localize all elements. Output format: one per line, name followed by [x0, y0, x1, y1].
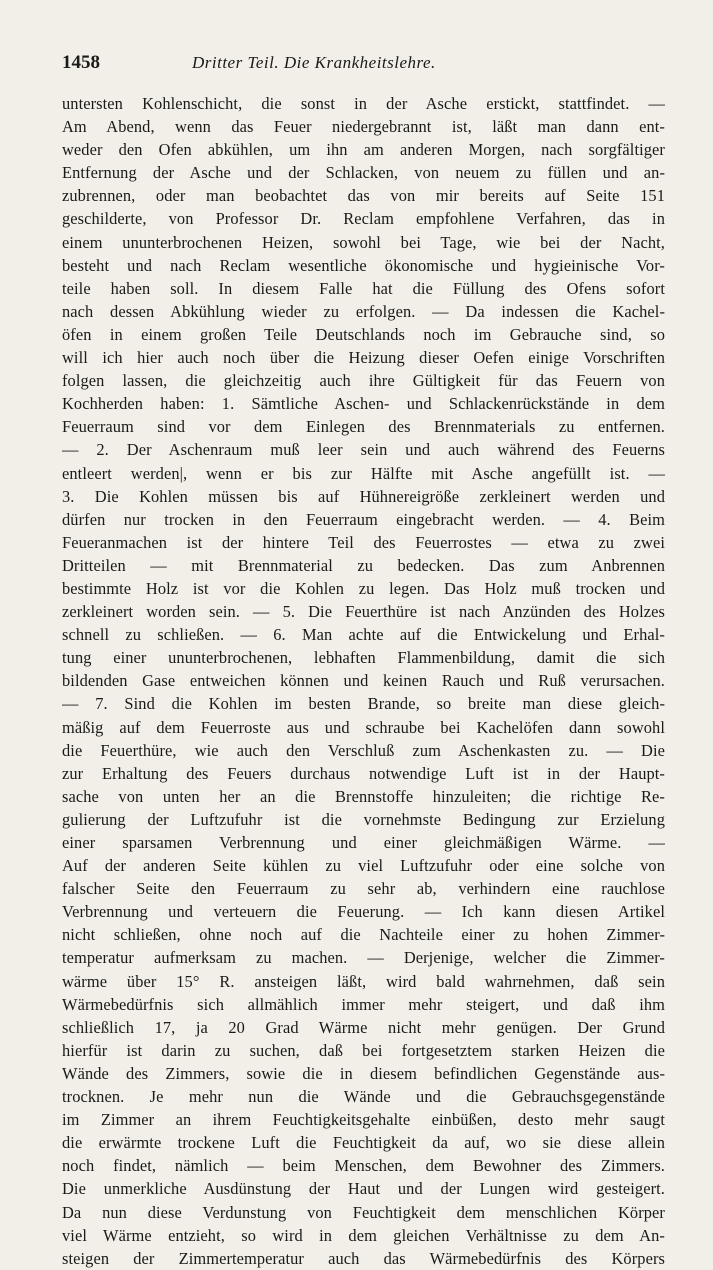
text-line: schließlich 17, ja 20 Grad Wärme nicht mehr genügen. Der Grund — [62, 1017, 665, 1037]
text-line: schnell zu schließen. — 6. Man achte auf die Entwickelung und Erhal- — [62, 625, 665, 645]
text-line: falscher Seite den Feuerraum zu sehr ab, verhindern eine rauchlose — [62, 879, 665, 899]
text-line: trocknen. Je mehr nun die Wände und die Gebrauchsgegenstände — [62, 1087, 665, 1107]
text-line: die Feuerthüre, wie auch den Verschluß zum Aschenkasten zu. — Die — [62, 740, 665, 760]
text-line: tung einer ununterbrochenen, lebhaften Flammenbildung, damit die sich — [62, 648, 665, 668]
text-line: gulierung der Luftzufuhr ist die vornehmste Bedingung zur Erzielung — [62, 809, 665, 829]
text-line: zerkleinert worden sein. — 5. Die Feuerthüre ist nach Anzünden des Holzes — [62, 602, 665, 622]
page-number: 1458 — [62, 52, 100, 73]
text-line: temperatur aufmerksam zu machen. — Derjenige, welcher die Zimmer- — [62, 948, 665, 968]
text-line: steigen der Zimmertemperatur auch das Wärmebedürfnis des Körpers — [62, 1248, 665, 1268]
text-line: entleert werden|, wenn er bis zur Hälfte mit Asche angefüllt ist. — — [62, 463, 665, 483]
text-line: Wände des Zimmers, sowie die in diesem befindlichen Gegenstände aus- — [62, 1063, 665, 1083]
text-line: sache von unten her an die Brennstoffe hinzuleiten; die richtige Re- — [62, 786, 665, 806]
body-text — [62, 92, 665, 1270]
text-line: einer sparsamen Verbrennung und einer gleichmäßigen Wärme. — — [62, 833, 665, 852]
text-line: Feueranmachen ist der hintere Teil des Feuerrostes — etwa zu zwei — [62, 532, 665, 552]
text-line: nicht schließen, ohne noch auf die Nachteile einer zu hohen Zimmer- — [62, 925, 665, 945]
text-line: bildenden Gase entweichen können und keinen Rauch und Ruß verursachen. — [62, 671, 665, 691]
text-line: 3. Die Kohlen müssen bis auf Hühnereigröße zerkleinert werden und — [62, 486, 665, 506]
text-line: will ich hier auch noch über die Heizung dieser Oefen einige Vorschriften — [62, 348, 665, 368]
text-line: besteht und nach Reclam wesentliche ökonomische und hygieinische Vor- — [62, 255, 665, 275]
text-line: Feuerraum sind vor dem Einlegen des Brennmaterials zu entfernen. — [62, 417, 665, 437]
text-line: untersten Kohlenschicht, die sonst in der Asche erstickt, stattfindet. — — [62, 94, 665, 113]
text-line: Die unmerkliche Ausdünstung der Haut und der Lungen wird gesteigert. — [62, 1179, 665, 1199]
text-line: noch findet, nämlich — beim Menschen, dem Bewohner des Zimmers. — [62, 1156, 665, 1176]
text-line: Auf der anderen Seite kühlen zu viel Luftzufuhr oder eine solche von — [62, 856, 665, 876]
text-line: einem ununterbrochenen Heizen, sowohl bei Tage, wie bei der Nacht, — [62, 232, 665, 252]
text-line: dürfen nur trocken in den Feuerraum eingebracht werden. — 4. Beim — [62, 509, 665, 529]
text-line: zubrennen, oder man beobachtet das von mir bereits auf Seite 151 — [62, 186, 665, 206]
text-line: Dritteilen — mit Brennmaterial zu bedecken. Das zum Anbrennen — [62, 555, 665, 575]
text-line: wärme über 15° R. ansteigen läßt, wird bald wahrnehmen, daß sein — [62, 971, 665, 991]
text-line: im Zimmer an ihrem Feuchtigkeitsgehalte einbüßen, desto mehr saugt — [62, 1110, 665, 1130]
text-line: Wärmebedürfnis sich allmählich immer mehr steigert, und daß ihm — [62, 994, 665, 1014]
page-header — [62, 52, 665, 92]
text-line: zur Erhaltung des Feuers durchaus notwendige Luft ist in der Haupt- — [62, 763, 665, 783]
text-line: geschilderte, von Professor Dr. Reclam empfohlene Verfahren, das in — [62, 209, 665, 229]
text-line: hierfür ist darin zu suchen, daß bei fortgesetztem starken Heizen die — [62, 1040, 665, 1060]
text-line: nach dessen Abkühlung wieder zu erfolgen. — Da indessen die Kachel- — [62, 301, 665, 321]
running-head: Dritter Teil. Die Krankheitslehre. — [192, 53, 436, 72]
text-line: viel Wärme entzieht, so wird in dem gleichen Verhältnisse zu dem An- — [62, 1225, 665, 1245]
text-line: teile haben soll. In diesem Falle hat die Füllung des Ofens sofort — [62, 278, 665, 298]
text-line: öfen in einem großen Teile Deutschlands noch im Gebrauche sind, so — [62, 324, 665, 344]
text-line: die erwärmte trockene Luft die Feuchtigkeit da auf, wo sie diese allein — [62, 1133, 665, 1153]
text-line: Kochherden haben: 1. Sämtliche Aschen- und Schlackenrückstände in dem — [62, 394, 665, 414]
text-line: mäßig auf dem Feuerroste aus und schraube bei Kachelöfen dann sowohl — [62, 717, 665, 737]
text-line: folgen lassen, die gleichzeitig auch ihre Gültigkeit für das Feuern von — [62, 371, 665, 391]
text-line: Verbrennung und verteuern die Feuerung. — Ich kann diesen Artikel — [62, 902, 665, 922]
text-line: Entfernung der Asche und der Schlacken, von neuem zu füllen und an- — [62, 163, 665, 183]
text-line: — 2. Der Aschenraum muß leer sein und auch während des Feuerns — [62, 440, 665, 460]
text-line: — 7. Sind die Kohlen im besten Brande, so breite man diese gleich- — [62, 694, 665, 714]
text-line: Am Abend, wenn das Feuer niedergebrannt ist, läßt man dann ent- — [62, 117, 665, 137]
text-line: weder den Ofen abkühlen, um ihn am anderen Morgen, nach sorgfältiger — [62, 140, 665, 160]
text-line: Da nun diese Verdunstung von Feuchtigkeit dem menschlichen Körper — [62, 1202, 665, 1222]
text-line: bestimmte Holz ist vor die Kohlen zu legen. Das Holz muß trocken und — [62, 578, 665, 598]
